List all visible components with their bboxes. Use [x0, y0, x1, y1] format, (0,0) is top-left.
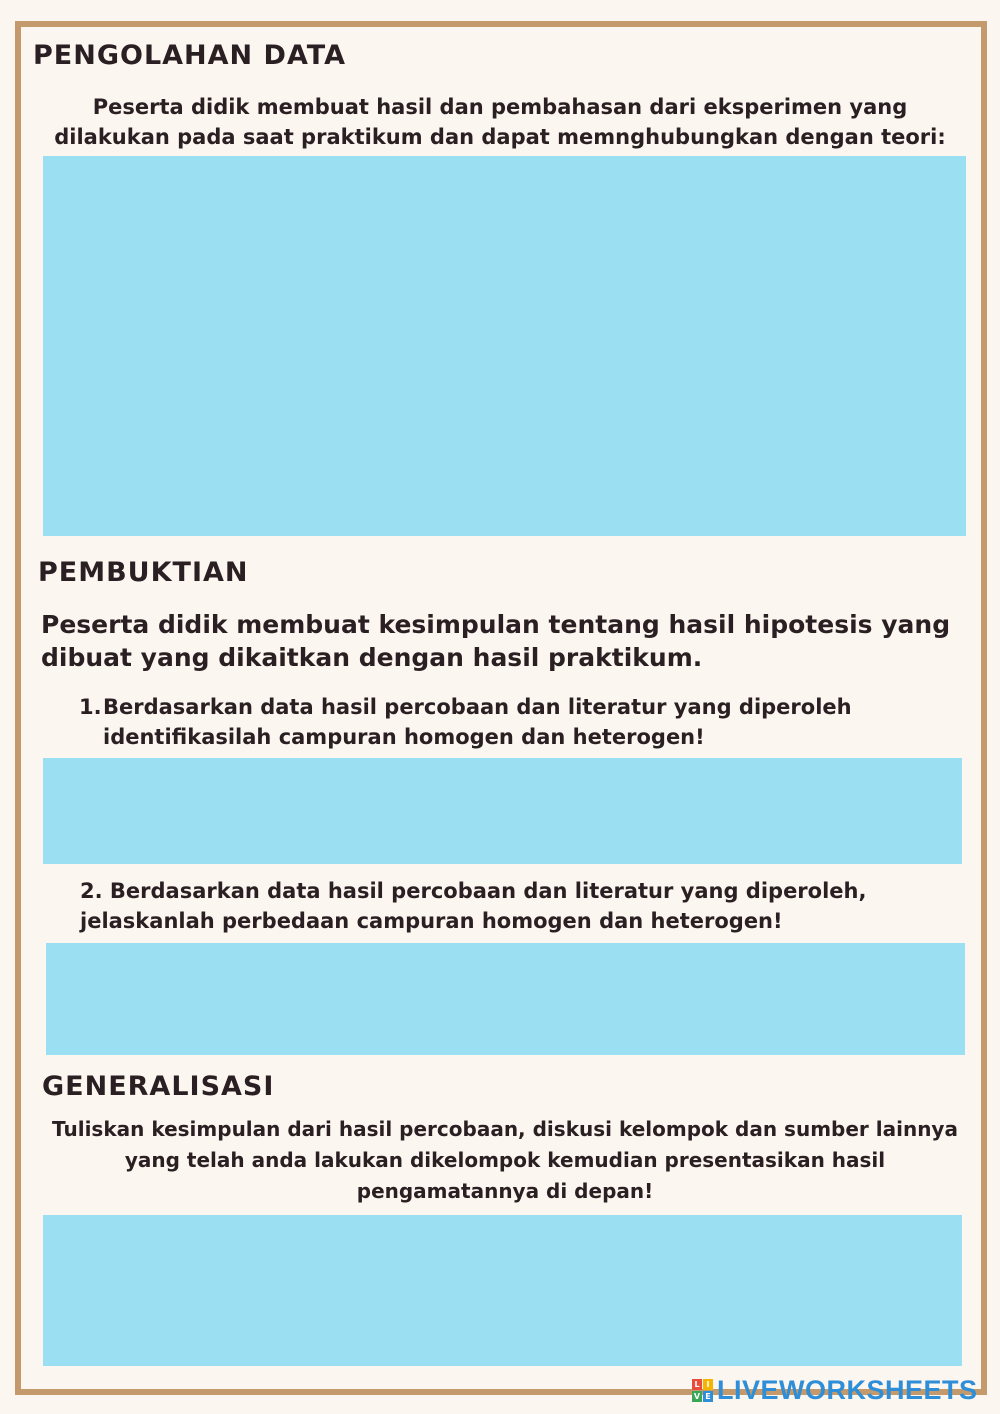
- logo-letter-v: V: [693, 1391, 701, 1401]
- pembuktian-instructions: [41, 608, 971, 674]
- answer-box-pengolahan[interactable]: [43, 156, 966, 536]
- generalisasi-line-1: Tuliskan kesimpulan dari hasil percobaan, diskusi kelompok dan sumber lainnya: [52, 1117, 958, 1141]
- pembuktian-line-2: dibuat yang dikaitkan dengan hasil praktikum.: [41, 643, 703, 672]
- question-1-text-1: Berdasarkan data hasil percobaan dan literatur yang diperoleh: [103, 695, 852, 719]
- generalisasi-instructions: [25, 1114, 985, 1207]
- pengolahan-line-1: Peserta didik membuat hasil dan pembahasan dari eksperimen yang: [92, 95, 908, 119]
- answer-box-question-1[interactable]: [43, 758, 962, 864]
- generalisasi-line-3: pengamatannya di depan!: [356, 1179, 654, 1203]
- liveworksheets-logo: [692, 1376, 978, 1404]
- section-title-generalisasi: GENERALISASI: [42, 1071, 275, 1102]
- question-2: [80, 876, 960, 936]
- liveworksheets-logo-text: LIVEWORKSHEETS: [717, 1374, 978, 1405]
- section-title-pembuktian: PEMBUKTIAN: [38, 557, 249, 588]
- question-2-line-1: 2. Berdasarkan data hasil percobaan dan literatur yang diperoleh,: [80, 879, 867, 903]
- liveworksheets-logo-icon: [692, 1379, 713, 1402]
- logo-letter-i: I: [703, 1379, 713, 1390]
- answer-box-generalisasi[interactable]: [43, 1215, 962, 1366]
- answer-box-question-2[interactable]: [46, 943, 965, 1055]
- generalisasi-line-2: yang telah anda lakukan dikelompok kemudian presentasikan hasil: [124, 1148, 886, 1172]
- section-title-pengolahan-data: PENGOLAHAN DATA: [33, 40, 346, 71]
- question-1-line-2: identifikasilah campuran homogen dan heterogen!: [103, 725, 705, 749]
- pengolahan-instructions: [30, 92, 970, 152]
- question-2-line-2: jelaskanlah perbedaan campuran homogen dan heterogen!: [80, 909, 783, 933]
- pengolahan-line-2: dilakukan pada saat praktikum dan dapat memnghubungkan dengan teori:: [54, 125, 946, 149]
- question-1: [79, 692, 959, 752]
- pembuktian-line-1: Peserta didik membuat kesimpulan tentang hasil hipotesis yang: [41, 610, 951, 639]
- question-1-line-1: [79, 692, 959, 722]
- question-1-number: 1.: [79, 695, 102, 719]
- logo-letter-e: E: [703, 1391, 713, 1402]
- logo-letter-l: L: [692, 1379, 702, 1390]
